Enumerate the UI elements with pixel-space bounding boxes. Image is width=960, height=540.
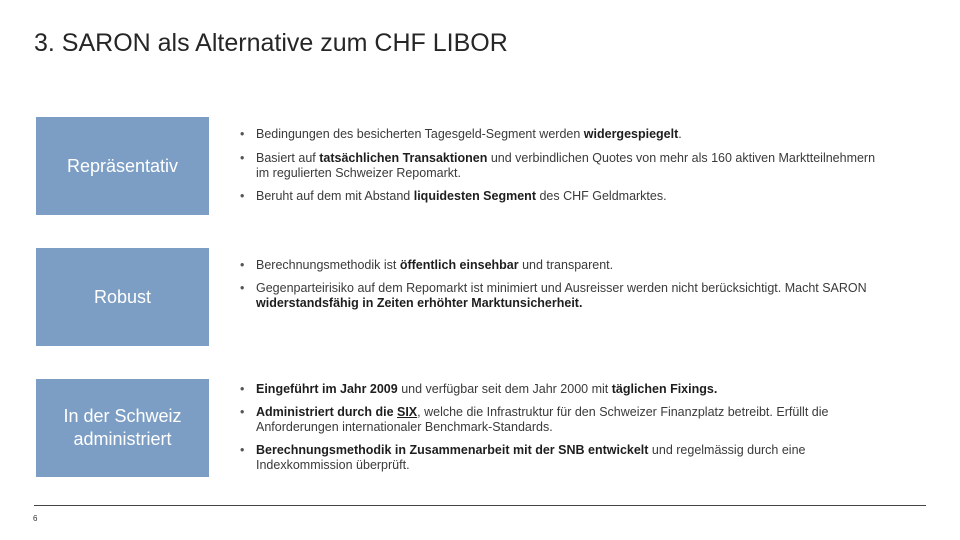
bullet-text: , welche die Infrastruktur für den Schweizer Finanzplatz betreibt. Erfüllt die Anforderungen internationaler Benchmark-Standards.	[256, 405, 829, 434]
section-label-schweiz	[36, 379, 209, 477]
bullet-list-schweiz	[240, 382, 880, 473]
bullet-text-bold: Eingeführt im Jahr 2009	[256, 382, 398, 396]
section-label-robust	[36, 248, 209, 346]
section-label-text: In der Schweiz administriert	[63, 406, 182, 449]
bullet-text: und verfügbar seit dem Jahr 2000 mit	[397, 382, 612, 396]
footer-divider	[34, 505, 926, 506]
bullet-item	[240, 151, 880, 181]
bullet-text: Basiert auf	[256, 151, 320, 165]
section-label-repraesentativ	[36, 117, 209, 215]
bullet-text: Berechnungsmethodik ist	[256, 258, 400, 272]
bullet-text-bold: öffentlich einsehbar	[399, 258, 519, 272]
six-link[interactable]: SIX	[397, 405, 418, 419]
bullet-text: Bedingungen des besicherten Tagesgeld-Segment werden	[256, 127, 584, 141]
bullet-list-repraesentativ	[240, 127, 880, 204]
page-number: 6	[33, 514, 38, 523]
bullet-list-robust	[240, 258, 880, 311]
bullet-text-bold: widergespiegelt	[583, 127, 679, 141]
bullet-text: und regelmässig durch eine Indexkommission überprüft.	[256, 443, 806, 472]
bullet-item	[240, 405, 880, 435]
bullet-text-bold: täglichen Fixings.	[611, 382, 718, 396]
section-label-text: Repräsentativ	[66, 155, 179, 176]
bullet-item	[240, 443, 880, 473]
bullet-item	[240, 127, 880, 142]
slide-title: 3. SARON als Alternative zum CHF LIBOR	[34, 29, 508, 57]
bullet-text: und transparent.	[518, 258, 614, 272]
bullet-text: und verbindlichen Quotes von mehr als 160 aktiven Marktteilnehmern im regulierten Schweizer Repomarkt.	[256, 151, 876, 180]
bullet-item	[240, 258, 880, 273]
bullet-item	[240, 281, 880, 311]
bullet-text-bold: liquidesten Segment	[413, 189, 536, 203]
section-label-text: Robust	[93, 286, 152, 307]
bullet-text: Beruht auf dem mit Abstand	[256, 189, 414, 203]
bullet-text: .	[678, 127, 682, 141]
bullet-item	[240, 382, 880, 397]
bullet-text-bold: Administriert durch die	[256, 405, 397, 419]
bullet-item	[240, 189, 880, 204]
bullet-text-bold: tatsächlichen Transaktionen	[319, 151, 488, 165]
bullet-text-bold: Berechnungsmethodik in Zusammenarbeit mit der SNB entwickelt	[256, 443, 649, 457]
bullet-text: des CHF Geldmarktes.	[535, 189, 667, 203]
bullet-text-bold: widerstandsfähig in Zeiten erhöhter Marktunsicherheit.	[256, 296, 583, 310]
bullet-text: Gegenparteirisiko auf dem Repomarkt ist minimiert und Ausreisser werden nicht berücksichtigt. Macht SARON	[256, 281, 867, 295]
